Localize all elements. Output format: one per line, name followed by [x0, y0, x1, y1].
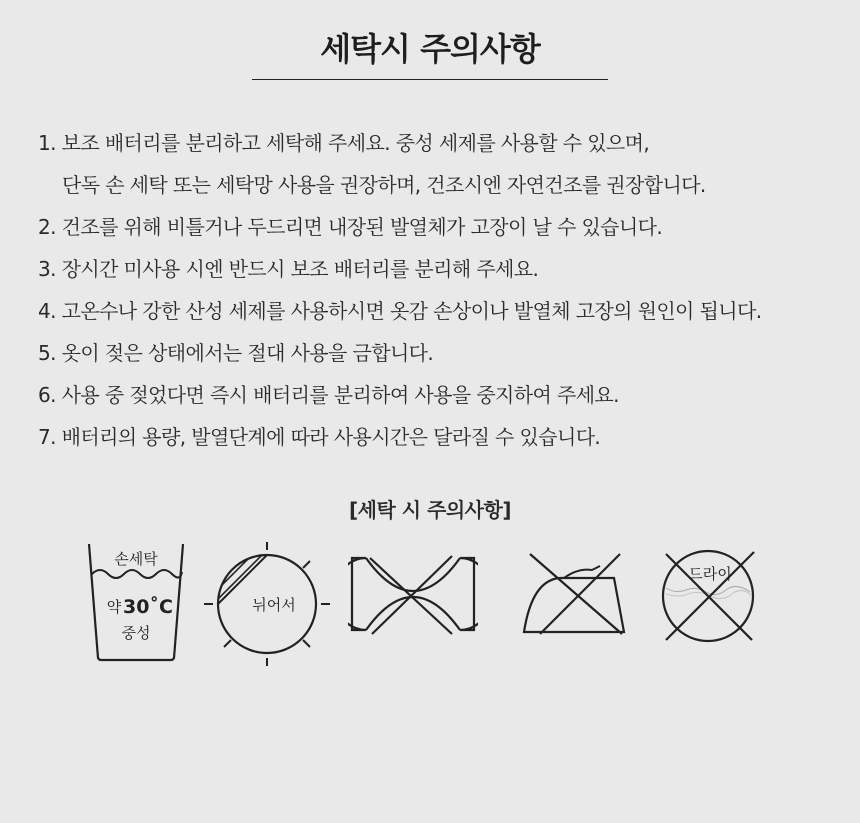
care-symbols-subtitle: [세탁 시 주의사항] [349, 498, 511, 522]
dry-flat-in-shade-icon [202, 540, 332, 668]
care-note-1-line1: 1. 보조 배터리를 분리하고 세탁해 주세요. 중성 세제를 사용할 수 있으며, [38, 131, 650, 155]
care-note-1 [38, 122, 838, 206]
care-note-2: 2. 건조를 위해 비틀거나 두드리면 내장된 발열체가 고장이 날 수 있습니다. [38, 215, 663, 239]
dry-flat-label: 뉘어서 [252, 596, 296, 614]
care-note-7: 7. 배터리의 용량, 발열단계에 따라 사용시간은 달라질 수 있습니다. [38, 425, 601, 449]
hand-wash-top-label: 손세탁 [114, 550, 158, 568]
do-not-dry-clean-icon [658, 548, 760, 644]
hand-wash-bottom-label: 중성 [121, 624, 151, 642]
dry-clean-label: 드라이 [688, 565, 732, 583]
hand-wash-prefix: 약 [106, 598, 122, 616]
care-note-1-line2: 단독 손 세탁 또는 세탁망 사용을 권장하며, 건조시엔 자연건조를 권장합니다. [62, 173, 706, 197]
page-title: 세탁시 주의사항 [320, 30, 540, 68]
care-note-4: 4. 고온수나 강한 산성 세제를 사용하시면 옷감 손상이나 발열체 고장의 원인이 됩니다. [38, 299, 762, 323]
hand-wash-temperature: 30˚C [123, 596, 173, 618]
title-underline [252, 79, 608, 80]
do-not-wring-icon [348, 554, 478, 636]
do-not-iron-icon [520, 552, 628, 636]
care-note-5: 5. 옷이 젖은 상태에서는 절대 사용을 금합니다. [38, 341, 434, 365]
care-note-3: 3. 장시간 미사용 시엔 반드시 보조 배터리를 분리해 주세요. [38, 257, 539, 281]
hand-wash-icon [84, 540, 188, 664]
care-notes-list [38, 122, 838, 458]
care-note-6: 6. 사용 중 젖었다면 즉시 배터리를 분리하여 사용을 중지하여 주세요. [38, 383, 619, 407]
